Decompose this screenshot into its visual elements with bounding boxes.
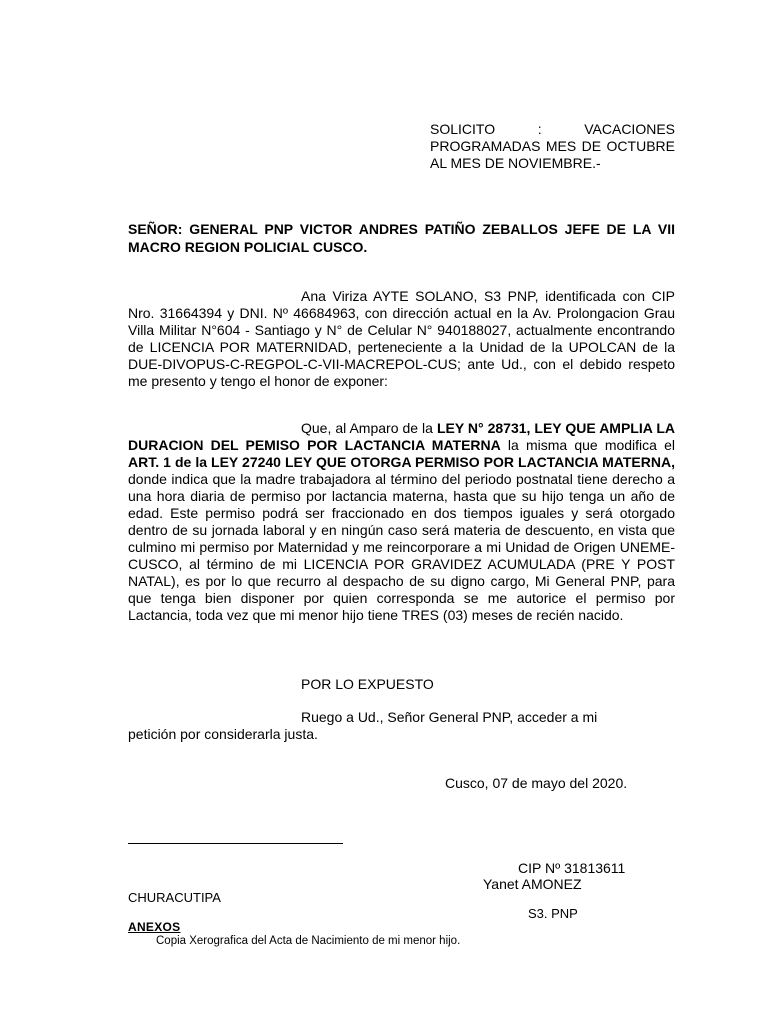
- addressee: SEÑOR: GENERAL PNP VICTOR ANDRES PATIÑO ZEBALLOS JEFE DE LA VII MACRO REGION POLICIAL CUSCO.: [128, 221, 675, 255]
- signer-name-1: Yanet AMONEZ: [483, 876, 582, 892]
- annex-title: ANEXOS: [128, 920, 181, 934]
- law-reference-2: ART. 1 de la LEY 27240 LEY QUE OTORGA PERMISO POR LACTANCIA MATERNA,: [128, 454, 675, 470]
- request-line-2: petición por considerarla justa.: [128, 726, 318, 742]
- signature-line: [128, 843, 343, 844]
- intro-text: Ana Viriza AYTE SOLANO, S3 PNP, identificada con CIP Nro. 31664394 y DNI. Nº 46684963, con dirección actual en la Av. Prolongacion Grau Villa Militar N°604 - Santiago y N° de Celular N° 940188027, actualmente encontrando de LICENCIA POR MATERNIDAD, perteneciente a la Unidad de la UPOLCAN de la DUE-DIVOPUS-C-REGPOL-C-VII-MACREPOL-CUS; ante Ud., con el debido respeto me presento y tengo el honor de exponer:: [128, 288, 675, 389]
- annex-item: Copia Xerografica del Acta de Nacimiento de mi menor hijo.: [156, 935, 461, 947]
- intro-paragraph: [128, 288, 675, 390]
- place-date: Cusco, 07 de mayo del 2020.: [445, 775, 628, 791]
- subject-line: SOLICITO : VACACIONES PROGRAMADAS MES DE OCTUBRE AL MES DE NOVIEMBRE.-: [430, 121, 675, 171]
- body-text-2: la misma que modifica el: [500, 437, 675, 453]
- body-indent: [128, 420, 301, 436]
- intro-indent: [128, 288, 301, 304]
- body-text-1: Que, al Amparo de la: [301, 420, 437, 436]
- por-lo-expuesto: POR LO EXPUESTO: [301, 676, 434, 692]
- body-paragraph: [128, 420, 675, 624]
- signer-cip: CIP Nº 31813611: [518, 860, 626, 876]
- signer-rank: S3. PNP: [528, 906, 578, 921]
- body-text-3: donde indica que la madre trabajadora al término del periodo postnatal tiene derecho a una hora diaria de permiso por lactancia materna, hasta que su hijo tenga un año de edad. Este permiso podrá ser fraccionado en dos tiempos iguales y será otorgado dentro de su jornada laboral y en ningún caso será materia de descuento, en vista que culmino mi permiso por Maternidad y me reincorporare a mi Unidad de Origen UNEME-CUSCO, al término de mi LICENCIA POR GRAVIDEZ ACUMULADA (PRE Y POST NATAL), es por lo que recurro al despacho de su digno cargo, Mi General PNP, para que tenga bien disponer por quien corresponda se me autorice el permiso por Lactancia, toda vez que mi menor hijo tiene TRES (03) meses de recién nacido.: [128, 471, 675, 623]
- request-line-1: Ruego a Ud., Señor General PNP, acceder a mi: [301, 709, 598, 725]
- request-paragraph: [128, 709, 628, 743]
- law-reference-1: LEY N° 28731, LEY QUE AMPLIA LA DURACION DEL PEMISO POR LACTANCIA MATERNA: [128, 420, 675, 453]
- signer-name-2: CHURACUTIPA: [128, 890, 221, 905]
